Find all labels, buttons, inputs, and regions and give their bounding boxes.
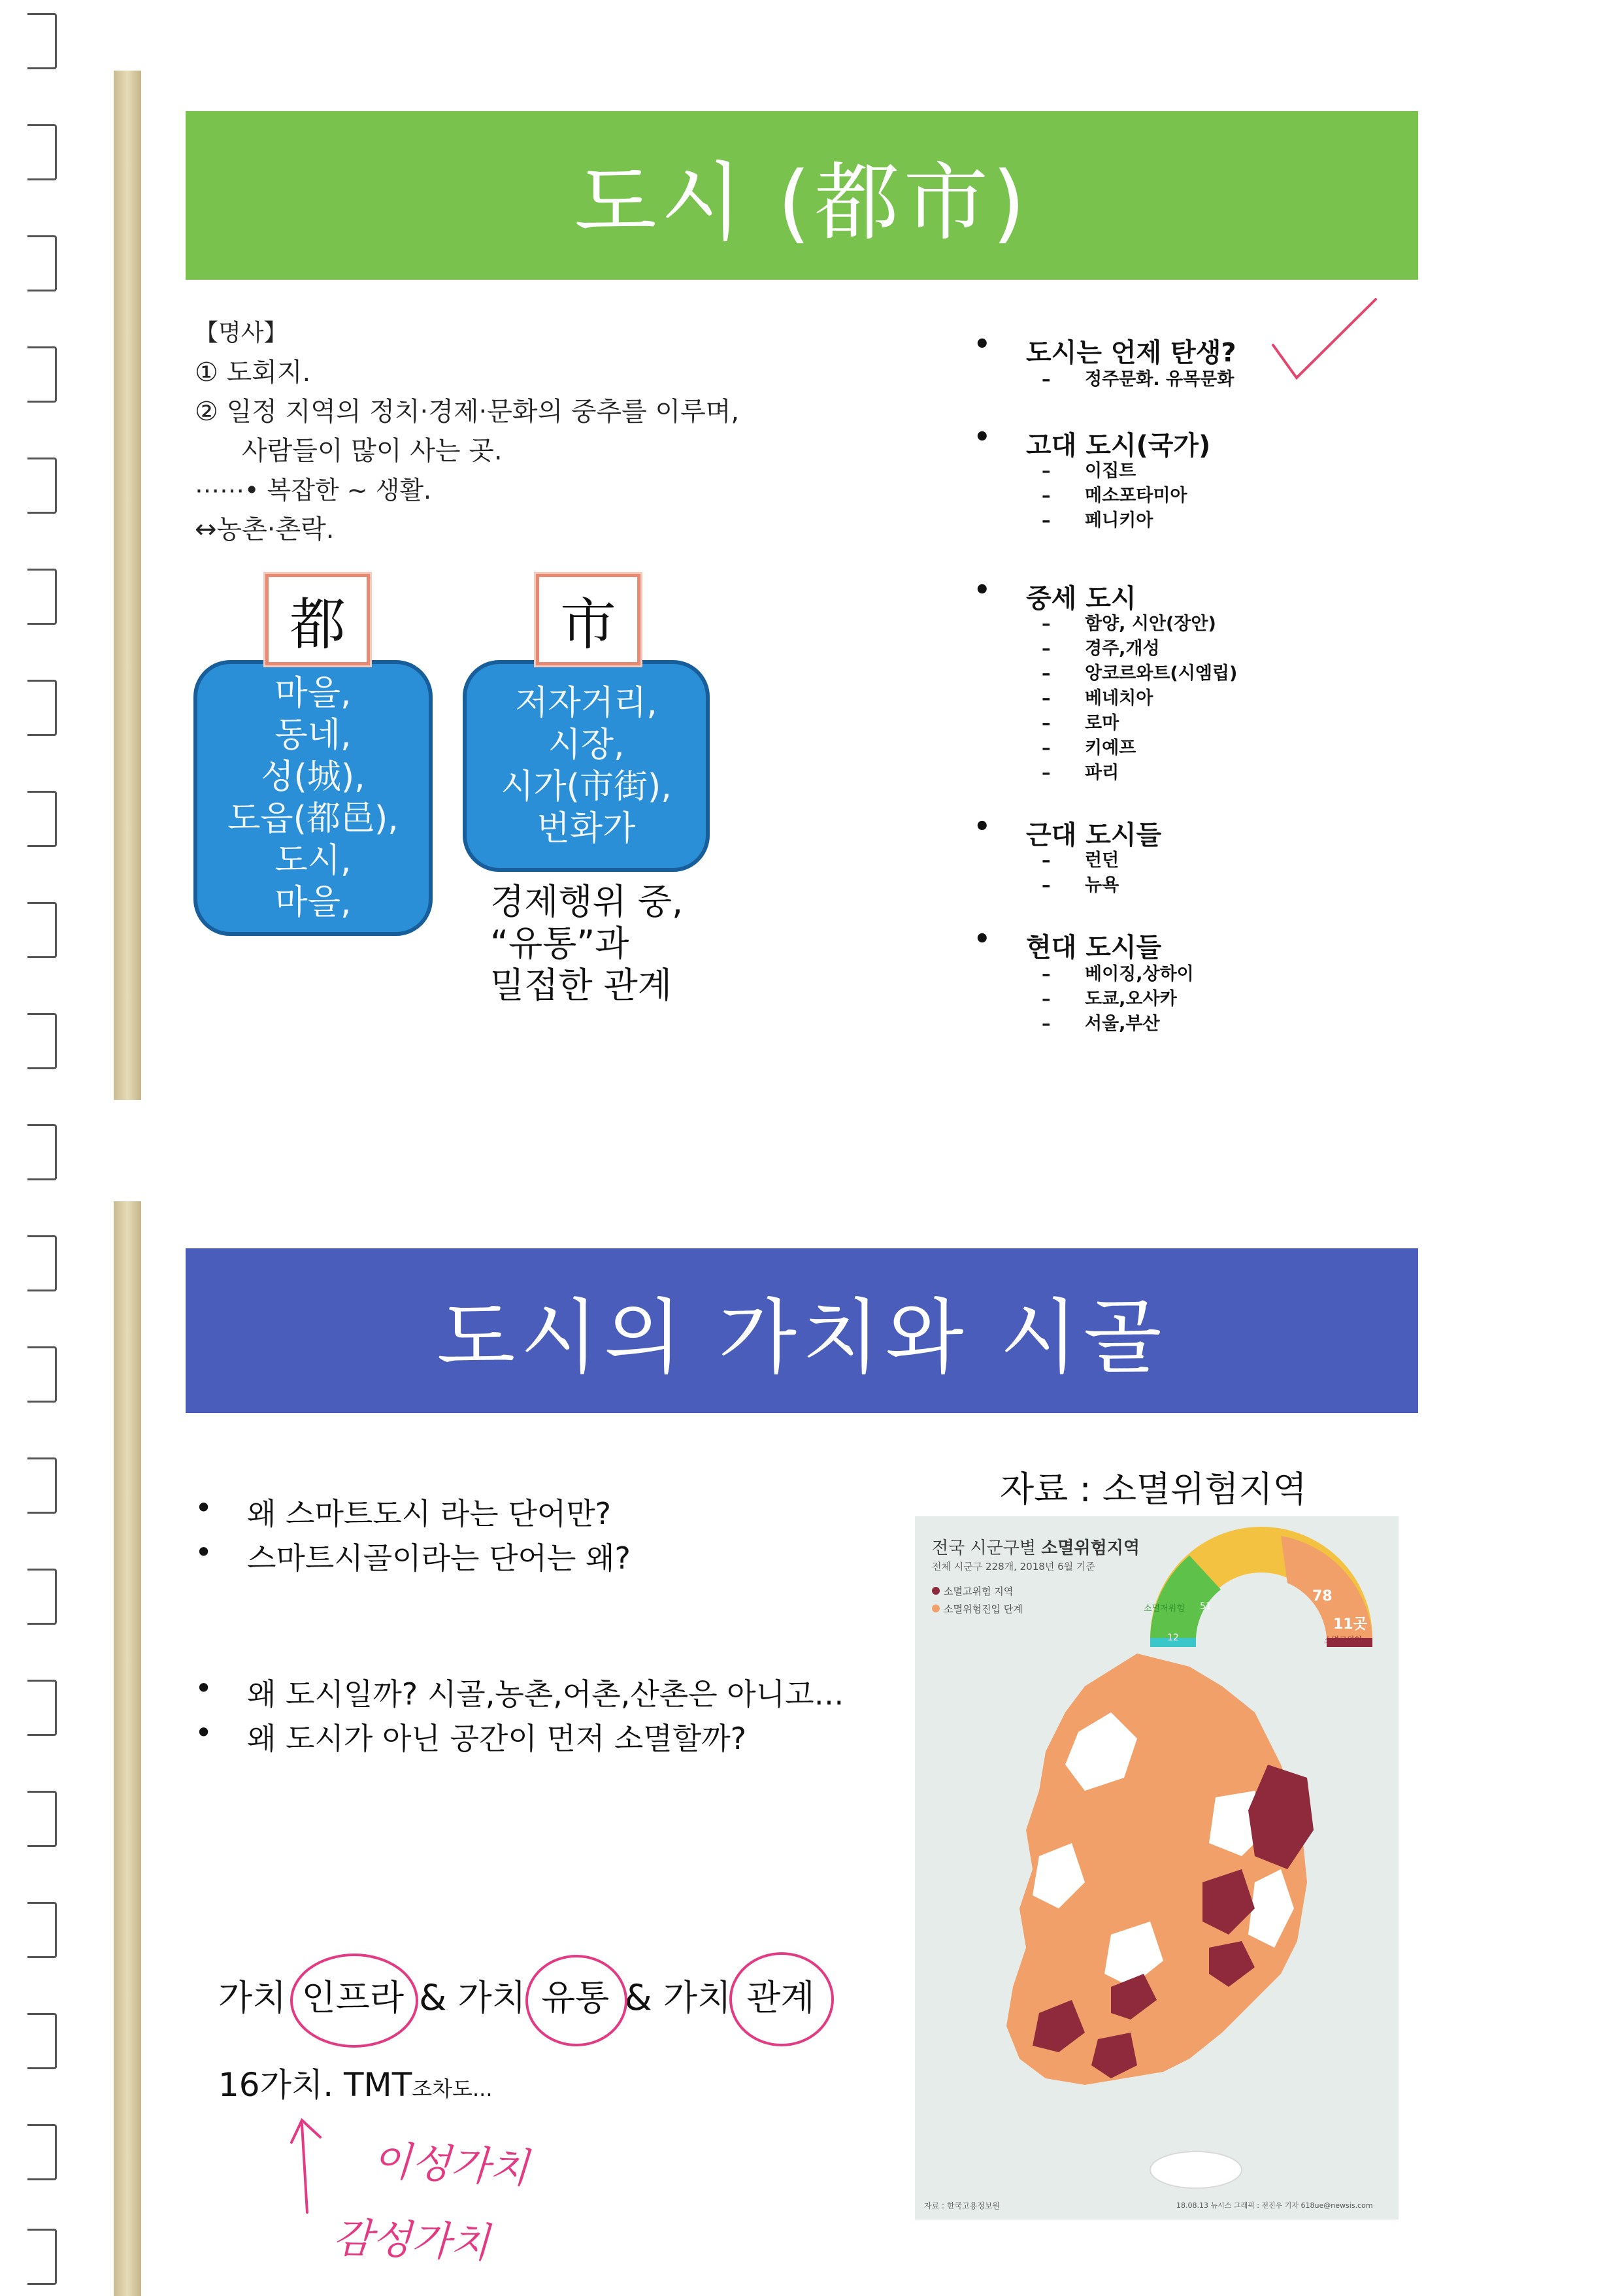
map-subtitle: 전체 시군구 228개, 2018년 6월 기준	[932, 1561, 1095, 1572]
hanja-si: 市	[560, 592, 616, 657]
question: • 왜 스마트도시 라는 단어만?	[195, 1490, 612, 1531]
binder-hole	[38, 680, 57, 736]
meaning: 마을,	[274, 883, 352, 922]
source-label: 자료 : 소멸위험지역	[1000, 1469, 1307, 1510]
check-mark-icon	[1268, 294, 1379, 386]
slide-spine	[114, 1201, 141, 2296]
timeline-item: – 함양, 시안(장안)	[1042, 614, 1216, 634]
timeline-item: – 키예프	[1042, 738, 1136, 758]
definition-pos: 【명사】	[195, 320, 288, 346]
slide-title: 도시 (都市)	[574, 152, 1029, 252]
binder-hole	[38, 1235, 57, 1291]
value-yutong: 유통	[537, 1977, 625, 2018]
arrow-up-icon	[288, 2111, 366, 2216]
meaning: 번화가	[537, 809, 636, 848]
ampersand: &	[624, 1977, 652, 2018]
binder-hole	[38, 346, 57, 403]
handwritten-note: 이성가치	[371, 2136, 531, 2193]
timeline-item: – 이집트	[1042, 461, 1136, 481]
binder-hole	[38, 569, 57, 625]
binder-hole	[38, 1902, 57, 1958]
map-title: 전국 시군구별 소멸위험지역	[932, 1539, 1140, 1558]
definition-item-1: ① 도회지.	[195, 358, 311, 388]
binder-hole	[38, 124, 57, 180]
hanja-si-meanings-box	[463, 660, 710, 872]
binder-hole	[38, 1124, 57, 1180]
timeline-item: – 정주문화. 유목문화	[1042, 369, 1235, 390]
binder-hole	[38, 2124, 57, 2180]
definition-example: ⋯⋯• 복잡한 ~ 생활.	[195, 476, 432, 505]
value-word: 가치	[457, 1977, 526, 2018]
gauge-top-label: 소멸고위험	[1324, 1635, 1362, 1644]
question: • 왜 도시일까? 시골,농촌,어촌,산촌은 아니고…	[195, 1671, 844, 1712]
slide-spine	[114, 71, 141, 1100]
definition-antonym: ↔농촌·촌락.	[195, 514, 335, 544]
binder-hole	[38, 1457, 57, 1514]
meaning: 시장,	[548, 725, 625, 765]
timeline-item: – 서울,부산	[1042, 1014, 1160, 1034]
binder-hole	[38, 235, 57, 291]
note-line: 밀접한 관계	[490, 965, 672, 1006]
binder-hole	[38, 1569, 57, 1625]
definition-item-2b: 사람들이 많이 사는 곳.	[242, 436, 503, 466]
slide-title-banner	[186, 1248, 1418, 1413]
binder-hole	[38, 2013, 57, 2069]
map-credit: 18.08.13 뉴시스 그래픽 : 전진우 기자 618ue@newsis.com	[1176, 2201, 1373, 2210]
value-infra: 인프라	[298, 1977, 420, 2018]
timeline-heading: • 도시는 언제 탄생?	[974, 329, 1236, 368]
map-source: 자료 : 한국고용정보원	[924, 2201, 1001, 2210]
value-word: 가치	[218, 1977, 287, 2018]
circle-annotation-icon	[725, 1948, 838, 2053]
hanja-si-box	[536, 574, 640, 665]
timeline-heading: • 중세 도시	[974, 575, 1136, 614]
timeline-item: – 파리	[1042, 763, 1119, 783]
binder-hole	[38, 1791, 57, 1847]
timeline-item: – 뉴욕	[1042, 875, 1119, 895]
sixteen-values: 16가치. TMT조차도...	[218, 2066, 493, 2104]
hanja-du: 都	[290, 592, 346, 657]
gauge-mid-value: 51	[1200, 1601, 1212, 1612]
meaning: 도시,	[274, 841, 352, 880]
definition-block	[195, 314, 848, 549]
value-line	[218, 1970, 819, 2020]
meaning: 마을,	[274, 674, 352, 713]
note-line: “유통”과	[490, 923, 629, 964]
timeline-item: – 페니키아	[1042, 510, 1153, 531]
meaning: 도읍(都邑),	[227, 799, 399, 839]
timeline-heading: • 현대 도시들	[974, 924, 1162, 963]
gauge-top-value: 11곳	[1333, 1616, 1367, 1633]
definition-item-2a: ② 일정 지역의 정치·경제·문화의 중추를 이루며,	[195, 397, 740, 427]
meaning: 시가(市街),	[501, 767, 672, 807]
handwritten-note: 감성가치	[332, 2213, 491, 2267]
question: • 왜 도시가 아닌 공간이 먼저 소멸할까?	[195, 1715, 747, 1756]
hanja-du-meanings-box	[193, 660, 433, 936]
note-line: 경제행위 중,	[490, 881, 684, 922]
binder-hole	[38, 791, 57, 847]
timeline-item: – 경주,개성	[1042, 639, 1160, 659]
circle-annotation-icon	[286, 1950, 423, 2054]
timeline-item: – 로마	[1042, 713, 1119, 733]
timeline-heading: • 고대 도시(국가)	[974, 422, 1211, 461]
legend-item: 소멸고위험 지역	[932, 1584, 1023, 1598]
slide-title-banner	[186, 111, 1418, 280]
question: • 스마트시골이라는 단어는 왜?	[195, 1535, 631, 1576]
slide-title: 도시의 가치와 시골	[437, 1291, 1167, 1385]
value-word: 가치	[663, 1977, 732, 2018]
meaning: 저자거리,	[515, 684, 657, 723]
binder-hole	[38, 1013, 57, 1069]
timeline-item: – 앙코르와트(시엠립)	[1042, 663, 1238, 684]
gauge-high-value: 78	[1312, 1588, 1333, 1605]
value-gwangye: 관계	[742, 1977, 818, 2018]
binder-hole	[38, 458, 57, 514]
extinction-risk-map	[915, 1516, 1399, 2220]
timeline-item: – 베이징,상하이	[1042, 964, 1194, 984]
binder-hole	[38, 2229, 57, 2285]
map-graphic	[915, 1516, 1399, 2220]
legend-item: 소멸위험진입 단계	[932, 1602, 1023, 1616]
hanja-du-box	[265, 574, 370, 665]
meaning: 성(城),	[261, 757, 365, 797]
gauge-low-value: 12	[1167, 1633, 1179, 1643]
timeline-item: – 도쿄,오사카	[1042, 989, 1177, 1009]
timeline-item: – 런던	[1042, 850, 1119, 871]
ampersand: &	[419, 1977, 447, 2018]
hanja-si-note	[490, 881, 683, 1007]
binder-hole	[38, 13, 57, 69]
timeline-item: – 메소포타미아	[1042, 486, 1187, 506]
binder-hole	[38, 902, 57, 958]
timeline-item: – 베네치아	[1042, 688, 1153, 708]
circle-annotation-icon	[522, 1951, 633, 2053]
gauge-low-label: 소멸저위험	[1144, 1604, 1185, 1614]
binder-hole	[38, 1680, 57, 1736]
binder-hole	[38, 1346, 57, 1403]
timeline-heading: • 근대 도시들	[974, 812, 1162, 850]
meaning: 동네,	[274, 716, 352, 755]
